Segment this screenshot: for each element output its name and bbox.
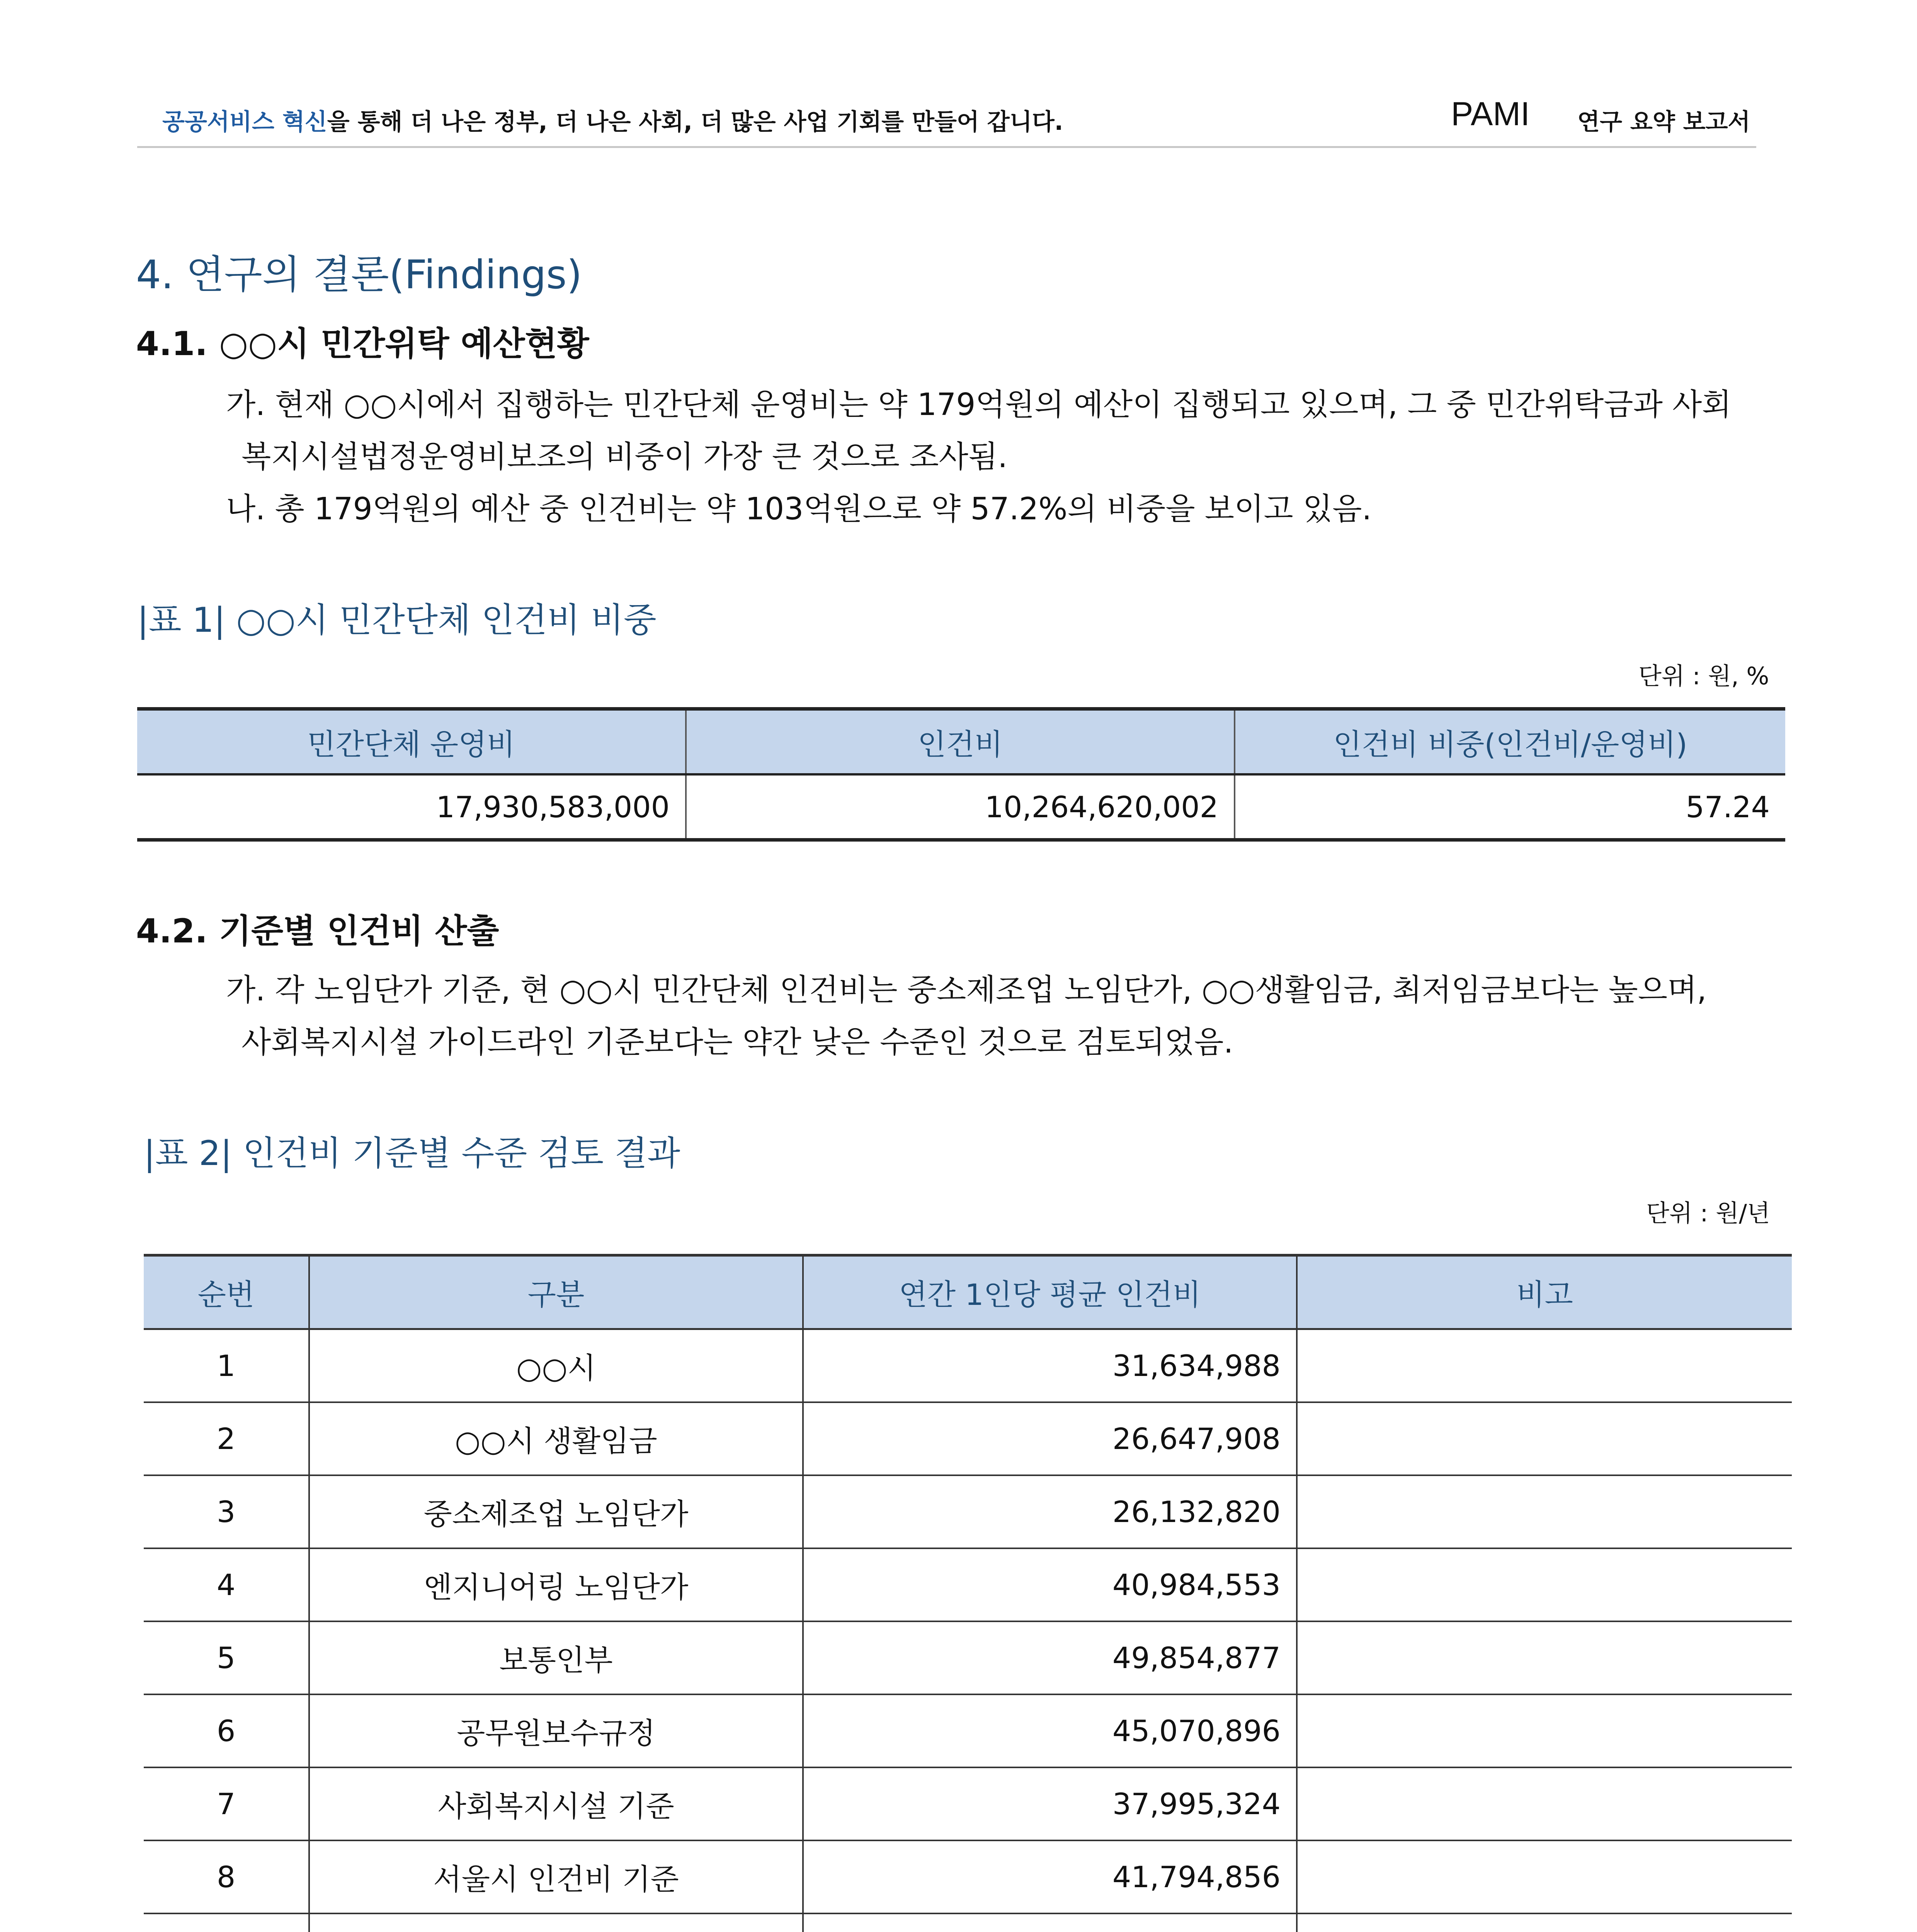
- subsection-2-line-2: 사회복지시설 가이드라인 기준보다는 약간 낮은 수준인 것으로 검토되었음.: [242, 1024, 1233, 1060]
- table-row: [144, 1694, 1792, 1767]
- subsection-1-line-1: 가. 현재 ○○시에서 집행하는 민간단체 운영비는 약 179억원의 예산이 집행되고 있으며, 그 중 민간위탁금과 사회: [226, 387, 1732, 422]
- row-value: 26,647,908: [803, 1402, 1297, 1475]
- row-note: [1297, 1475, 1792, 1548]
- row-value: 37,995,324: [803, 1767, 1297, 1840]
- row-category: 서울시 인건비 기준: [309, 1840, 803, 1913]
- table-row: [144, 1840, 1792, 1913]
- table-row: [144, 1548, 1792, 1621]
- table2-header-cell: 연간 1인당 평균 인건비: [803, 1255, 1297, 1329]
- table2: [144, 1254, 1792, 1932]
- row-number: 7: [144, 1767, 309, 1840]
- row-category: 사회복지시설 기준: [309, 1767, 803, 1840]
- table-row: [144, 1767, 1792, 1840]
- row-number: [144, 1913, 309, 1932]
- table1-header-cell: 민간단체 운영비: [137, 709, 686, 775]
- row-number: 6: [144, 1694, 309, 1767]
- table2-header-cell: 구분: [309, 1255, 803, 1329]
- row-category: [309, 1913, 803, 1932]
- row-number: 3: [144, 1475, 309, 1548]
- row-value: 41,794,856: [803, 1840, 1297, 1913]
- table2-header-row: [144, 1255, 1792, 1329]
- row-number: 8: [144, 1840, 309, 1913]
- table1-header-row: [137, 709, 1785, 775]
- row-note: [1297, 1548, 1792, 1621]
- header-tagline-rest: 을 통해 더 나은 정부, 더 나은 사회, 더 많은 사업 기회를 만들어 갑니다.: [327, 109, 1063, 136]
- row-note: [1297, 1767, 1792, 1840]
- table1-row: [137, 774, 1785, 840]
- table1-cell-operating-cost: 17,930,583,000: [436, 789, 670, 824]
- table-row: [144, 1329, 1792, 1403]
- row-note: [1297, 1913, 1792, 1932]
- table-row: [144, 1402, 1792, 1475]
- table-row: [144, 1475, 1792, 1548]
- subsection-2-title: 4.2. 기준별 인건비 산출: [136, 912, 499, 951]
- table1: [137, 707, 1785, 842]
- table1-header-cell: 인건비 비중(인건비/운영비): [1235, 709, 1785, 775]
- header-tagline: [162, 104, 1063, 137]
- row-category: 보통인부: [309, 1621, 803, 1694]
- table2-header-cell: 비고: [1297, 1255, 1792, 1329]
- row-note: [1297, 1840, 1792, 1913]
- row-value: 45,070,896: [803, 1694, 1297, 1767]
- row-number: 2: [144, 1402, 309, 1475]
- table1-cell-labor-cost: 10,264,620,002: [686, 774, 1235, 840]
- row-category: 엔지니어링 노임단가: [309, 1548, 803, 1621]
- subsection-1-title: 4.1. ○○시 민간위탁 예산현황: [136, 325, 589, 363]
- table2-caption: |표 2| 인건비 기준별 수준 검토 결과: [144, 1133, 680, 1173]
- row-number: 1: [144, 1329, 309, 1403]
- row-category: ○○시 생활임금: [309, 1402, 803, 1475]
- row-value: 31,634,988: [803, 1329, 1297, 1403]
- row-note: [1297, 1402, 1792, 1475]
- table1-unit: 단위 : 원, %: [1638, 662, 1769, 690]
- row-category: 중소제조업 노임단가: [309, 1475, 803, 1548]
- table1-header-cell: 인건비: [686, 709, 1235, 775]
- subsection-1-line-3: 나. 총 179억원의 예산 중 인건비는 약 103억원으로 약 57.2%의 비중을 보이고 있음.: [226, 491, 1372, 527]
- header-divider: [137, 146, 1756, 148]
- table1-caption: |표 1| ○○시 민간단체 인건비 비중: [137, 600, 657, 640]
- row-value: 40,984,553: [803, 1548, 1297, 1621]
- header-tagline-highlight: 공공서비스 혁신: [162, 109, 327, 136]
- subsection-1-line-2: 복지시설법정운영비보조의 비중이 가장 큰 것으로 조사됨.: [242, 439, 1008, 474]
- table2-header-cell: 순번: [144, 1255, 309, 1329]
- row-value: 26,132,820: [803, 1475, 1297, 1548]
- row-category: 공무원보수규정: [309, 1694, 803, 1767]
- row-value: [803, 1913, 1297, 1932]
- row-note: [1297, 1694, 1792, 1767]
- table-row: [144, 1621, 1792, 1694]
- table1-cell-ratio: 57.24: [1235, 774, 1785, 840]
- subsection-2-line-1: 가. 각 노임단가 기준, 현 ○○시 민간단체 인건비는 중소제조업 노임단가, ○○생활임금, 최저임금보다는 높으며,: [226, 972, 1707, 1008]
- header-org: PAMI: [1451, 95, 1530, 133]
- row-number: 5: [144, 1621, 309, 1694]
- table-row: [144, 1913, 1792, 1932]
- row-note: [1297, 1329, 1792, 1403]
- table2-unit: 단위 : 원/년: [1646, 1199, 1770, 1227]
- row-value: 49,854,877: [803, 1621, 1297, 1694]
- row-category: ○○시: [309, 1329, 803, 1403]
- row-note: [1297, 1621, 1792, 1694]
- row-number: 4: [144, 1548, 309, 1621]
- header-doc-type: 연구 요약 보고서: [1577, 109, 1750, 136]
- section-title: 4. 연구의 결론(Findings): [136, 252, 582, 298]
